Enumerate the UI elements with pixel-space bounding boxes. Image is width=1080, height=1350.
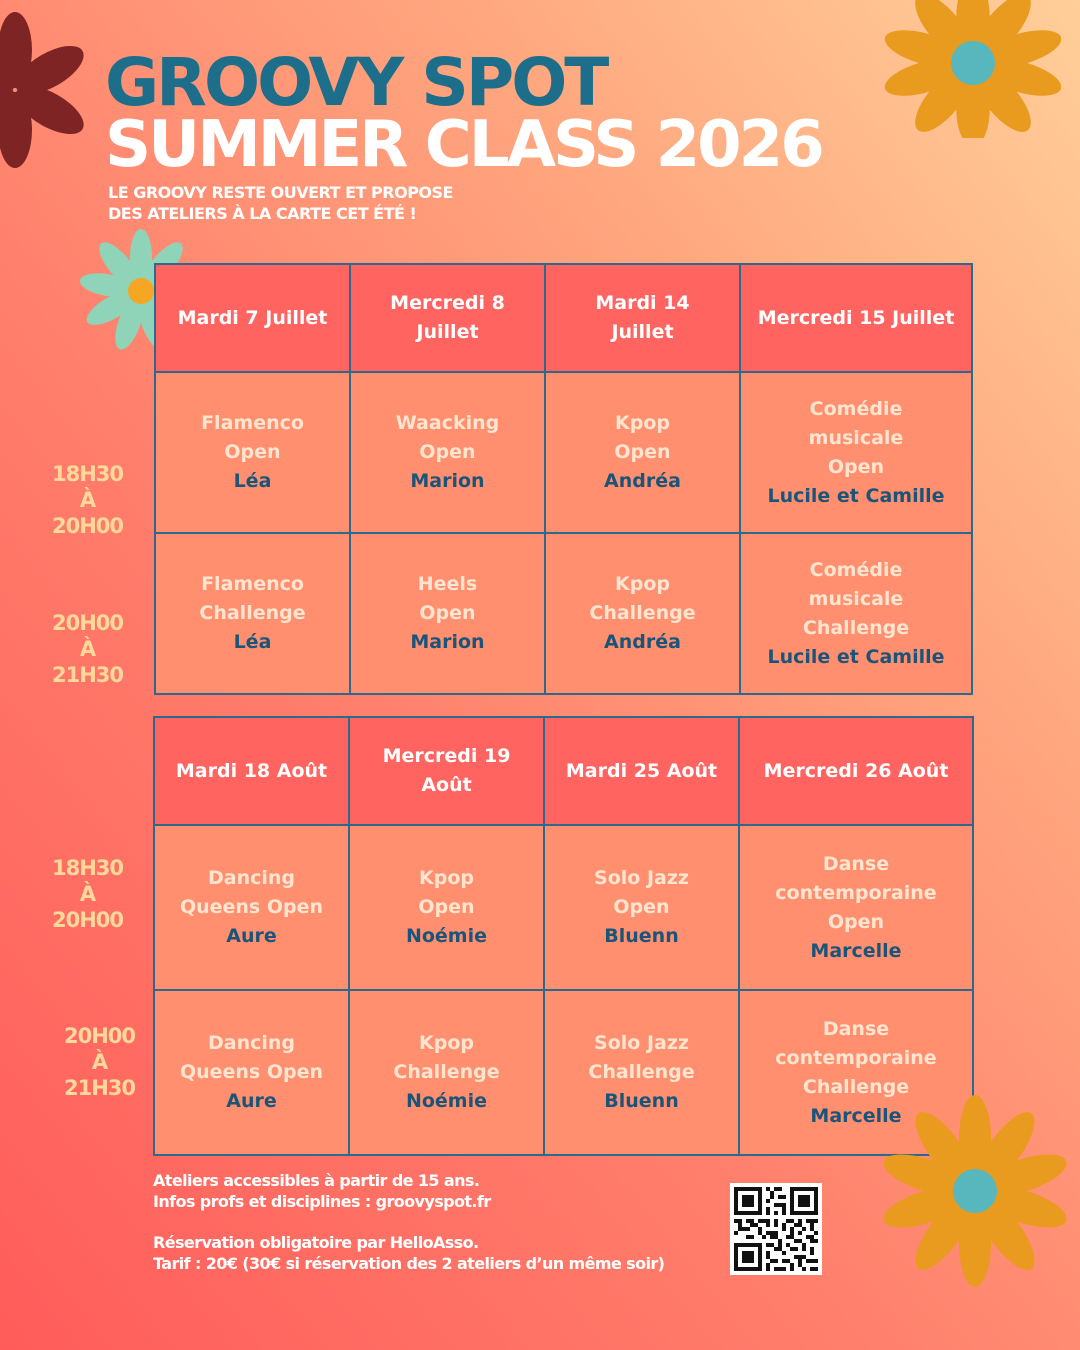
class-level: Open <box>614 441 671 463</box>
class-cell <box>740 533 972 694</box>
day-header: Mercredi 19 Août <box>349 717 544 825</box>
class-cell <box>349 990 544 1155</box>
class-name: Flamenco <box>201 573 304 595</box>
time-end: 20H00 <box>51 908 124 932</box>
footer-reservation-info: Réservation obligatoire par HelloAsso. <box>153 1233 479 1252</box>
class-cell <box>545 372 740 533</box>
class-level: Open <box>419 441 476 463</box>
title-summer-class: SUMMER CLASS 2026 <box>105 108 822 182</box>
class-level: Open <box>224 441 281 463</box>
day-header: Mardi 18 Août <box>154 717 349 825</box>
class-level: Open <box>827 910 885 933</box>
teacher-name: Bluenn <box>604 925 679 947</box>
class-level: Open <box>419 602 476 624</box>
teacher-name: Léa <box>233 631 272 653</box>
class-name: Solo Jazz <box>594 1032 689 1054</box>
class-cell <box>545 533 740 694</box>
august-schedule-table <box>153 716 974 1156</box>
teacher-name: Lucile et Camille <box>767 645 945 668</box>
class-level: Challenge <box>802 616 910 639</box>
dark-red-flower-icon <box>0 10 90 170</box>
time-slot-label <box>52 1023 147 1101</box>
teacher-name: Marcelle <box>810 1104 902 1127</box>
teacher-name: Lucile et Camille <box>767 484 945 507</box>
time-start: 20H00 <box>63 1024 136 1048</box>
class-name: Kpop <box>615 412 670 434</box>
orange-flower-icon <box>872 1088 1078 1294</box>
teacher-name: Aure <box>226 1090 277 1112</box>
july-schedule-table <box>154 263 973 695</box>
teacher-name: Léa <box>233 470 272 492</box>
class-name: Solo Jazz <box>594 867 689 889</box>
subtitle-line: LE GROOVY RESTE OUVERT ET PROPOSE <box>108 183 453 202</box>
day-header: Mercredi 8 Juillet <box>350 264 545 372</box>
time-separator: À <box>79 637 96 661</box>
table-row <box>155 372 972 533</box>
time-slot-label <box>40 855 135 933</box>
class-name: Heels <box>417 573 478 595</box>
teacher-name: Bluenn <box>604 1090 679 1112</box>
table-row <box>154 825 973 990</box>
table-row <box>155 533 972 694</box>
teacher-name: Andréa <box>604 631 681 653</box>
time-separator: À <box>79 882 96 906</box>
title-groovy-spot: GROOVY SPOT <box>105 44 607 121</box>
teacher-name: Aure <box>226 925 277 947</box>
teacher-name: Marcelle <box>810 939 902 962</box>
class-cell <box>154 825 349 990</box>
class-level: Open <box>613 896 670 918</box>
class-cell <box>350 372 545 533</box>
time-end: 21H30 <box>63 1076 136 1100</box>
class-cell <box>740 372 972 533</box>
class-cell <box>739 825 973 990</box>
class-cell <box>349 825 544 990</box>
class-cell <box>544 990 739 1155</box>
day-header: Mercredi 15 Juillet <box>740 264 972 372</box>
subtitle-line: DES ATELIERS À LA CARTE CET ÉTÉ ! <box>108 204 417 223</box>
time-separator: À <box>91 1050 108 1074</box>
class-cell <box>155 372 350 533</box>
class-level: Challenge <box>802 1075 910 1098</box>
teacher-name: Noémie <box>405 1090 488 1112</box>
subtitle <box>108 182 453 224</box>
class-name: Dancing <box>207 1032 296 1054</box>
footer-age-info: Ateliers accessibles à partir de 15 ans. <box>153 1171 480 1190</box>
teacher-name: Andréa <box>604 470 681 492</box>
time-end: 20H00 <box>51 514 124 538</box>
class-level: Challenge <box>588 1061 695 1083</box>
class-level: Open <box>418 896 475 918</box>
class-cell <box>350 533 545 694</box>
class-level: Queens Open <box>179 896 324 918</box>
class-cell <box>154 990 349 1155</box>
class-level: Open <box>827 455 885 478</box>
time-separator: À <box>79 488 96 512</box>
footer-price-info: Tarif : 20€ (30€ si réservation des 2 ateliers d’un même soir) <box>153 1254 665 1273</box>
day-header: Mercredi 26 Août <box>739 717 973 825</box>
class-level: Queens Open <box>179 1061 324 1083</box>
day-header: Mardi 14 Juillet <box>545 264 740 372</box>
time-end: 21H30 <box>51 663 124 687</box>
teacher-name: Marion <box>410 470 485 492</box>
time-start: 18H30 <box>51 856 124 880</box>
class-name: Danse <box>822 1017 890 1040</box>
class-level: Challenge <box>199 602 306 624</box>
table-header-row <box>154 717 973 825</box>
class-name: Comédie <box>809 397 903 420</box>
class-name: Waacking <box>395 412 500 434</box>
time-start: 18H30 <box>51 462 124 486</box>
class-name: Flamenco <box>201 412 304 434</box>
qr-code-icon[interactable] <box>730 1183 822 1275</box>
class-name: contemporaine <box>775 881 937 904</box>
day-header: Mardi 7 Juillet <box>155 264 350 372</box>
class-name: Danse <box>822 852 890 875</box>
class-name: musicale <box>808 587 904 610</box>
time-start: 20H00 <box>51 611 124 635</box>
class-name: contemporaine <box>775 1046 937 1069</box>
class-name: musicale <box>808 426 904 449</box>
class-name: Comédie <box>809 558 903 581</box>
class-level: Challenge <box>589 602 696 624</box>
orange-flower-icon <box>868 0 1078 138</box>
time-slot-label <box>40 461 135 539</box>
class-name: Kpop <box>615 573 670 595</box>
time-slot-label <box>40 610 135 688</box>
qr-code-graphic <box>734 1187 818 1271</box>
class-level: Challenge <box>393 1061 500 1083</box>
footer-info <box>153 1170 664 1274</box>
footer-website-info: Infos profs et disciplines : groovyspot.fr <box>153 1192 491 1211</box>
class-name: Kpop <box>419 1032 474 1054</box>
day-header: Mardi 25 Août <box>544 717 739 825</box>
teacher-name: Marion <box>410 631 485 653</box>
class-cell <box>155 533 350 694</box>
table-row <box>154 990 973 1155</box>
class-cell <box>544 825 739 990</box>
class-name: Dancing <box>207 867 296 889</box>
table-header-row <box>155 264 972 372</box>
class-name: Kpop <box>419 867 474 889</box>
teacher-name: Noémie <box>405 925 488 947</box>
